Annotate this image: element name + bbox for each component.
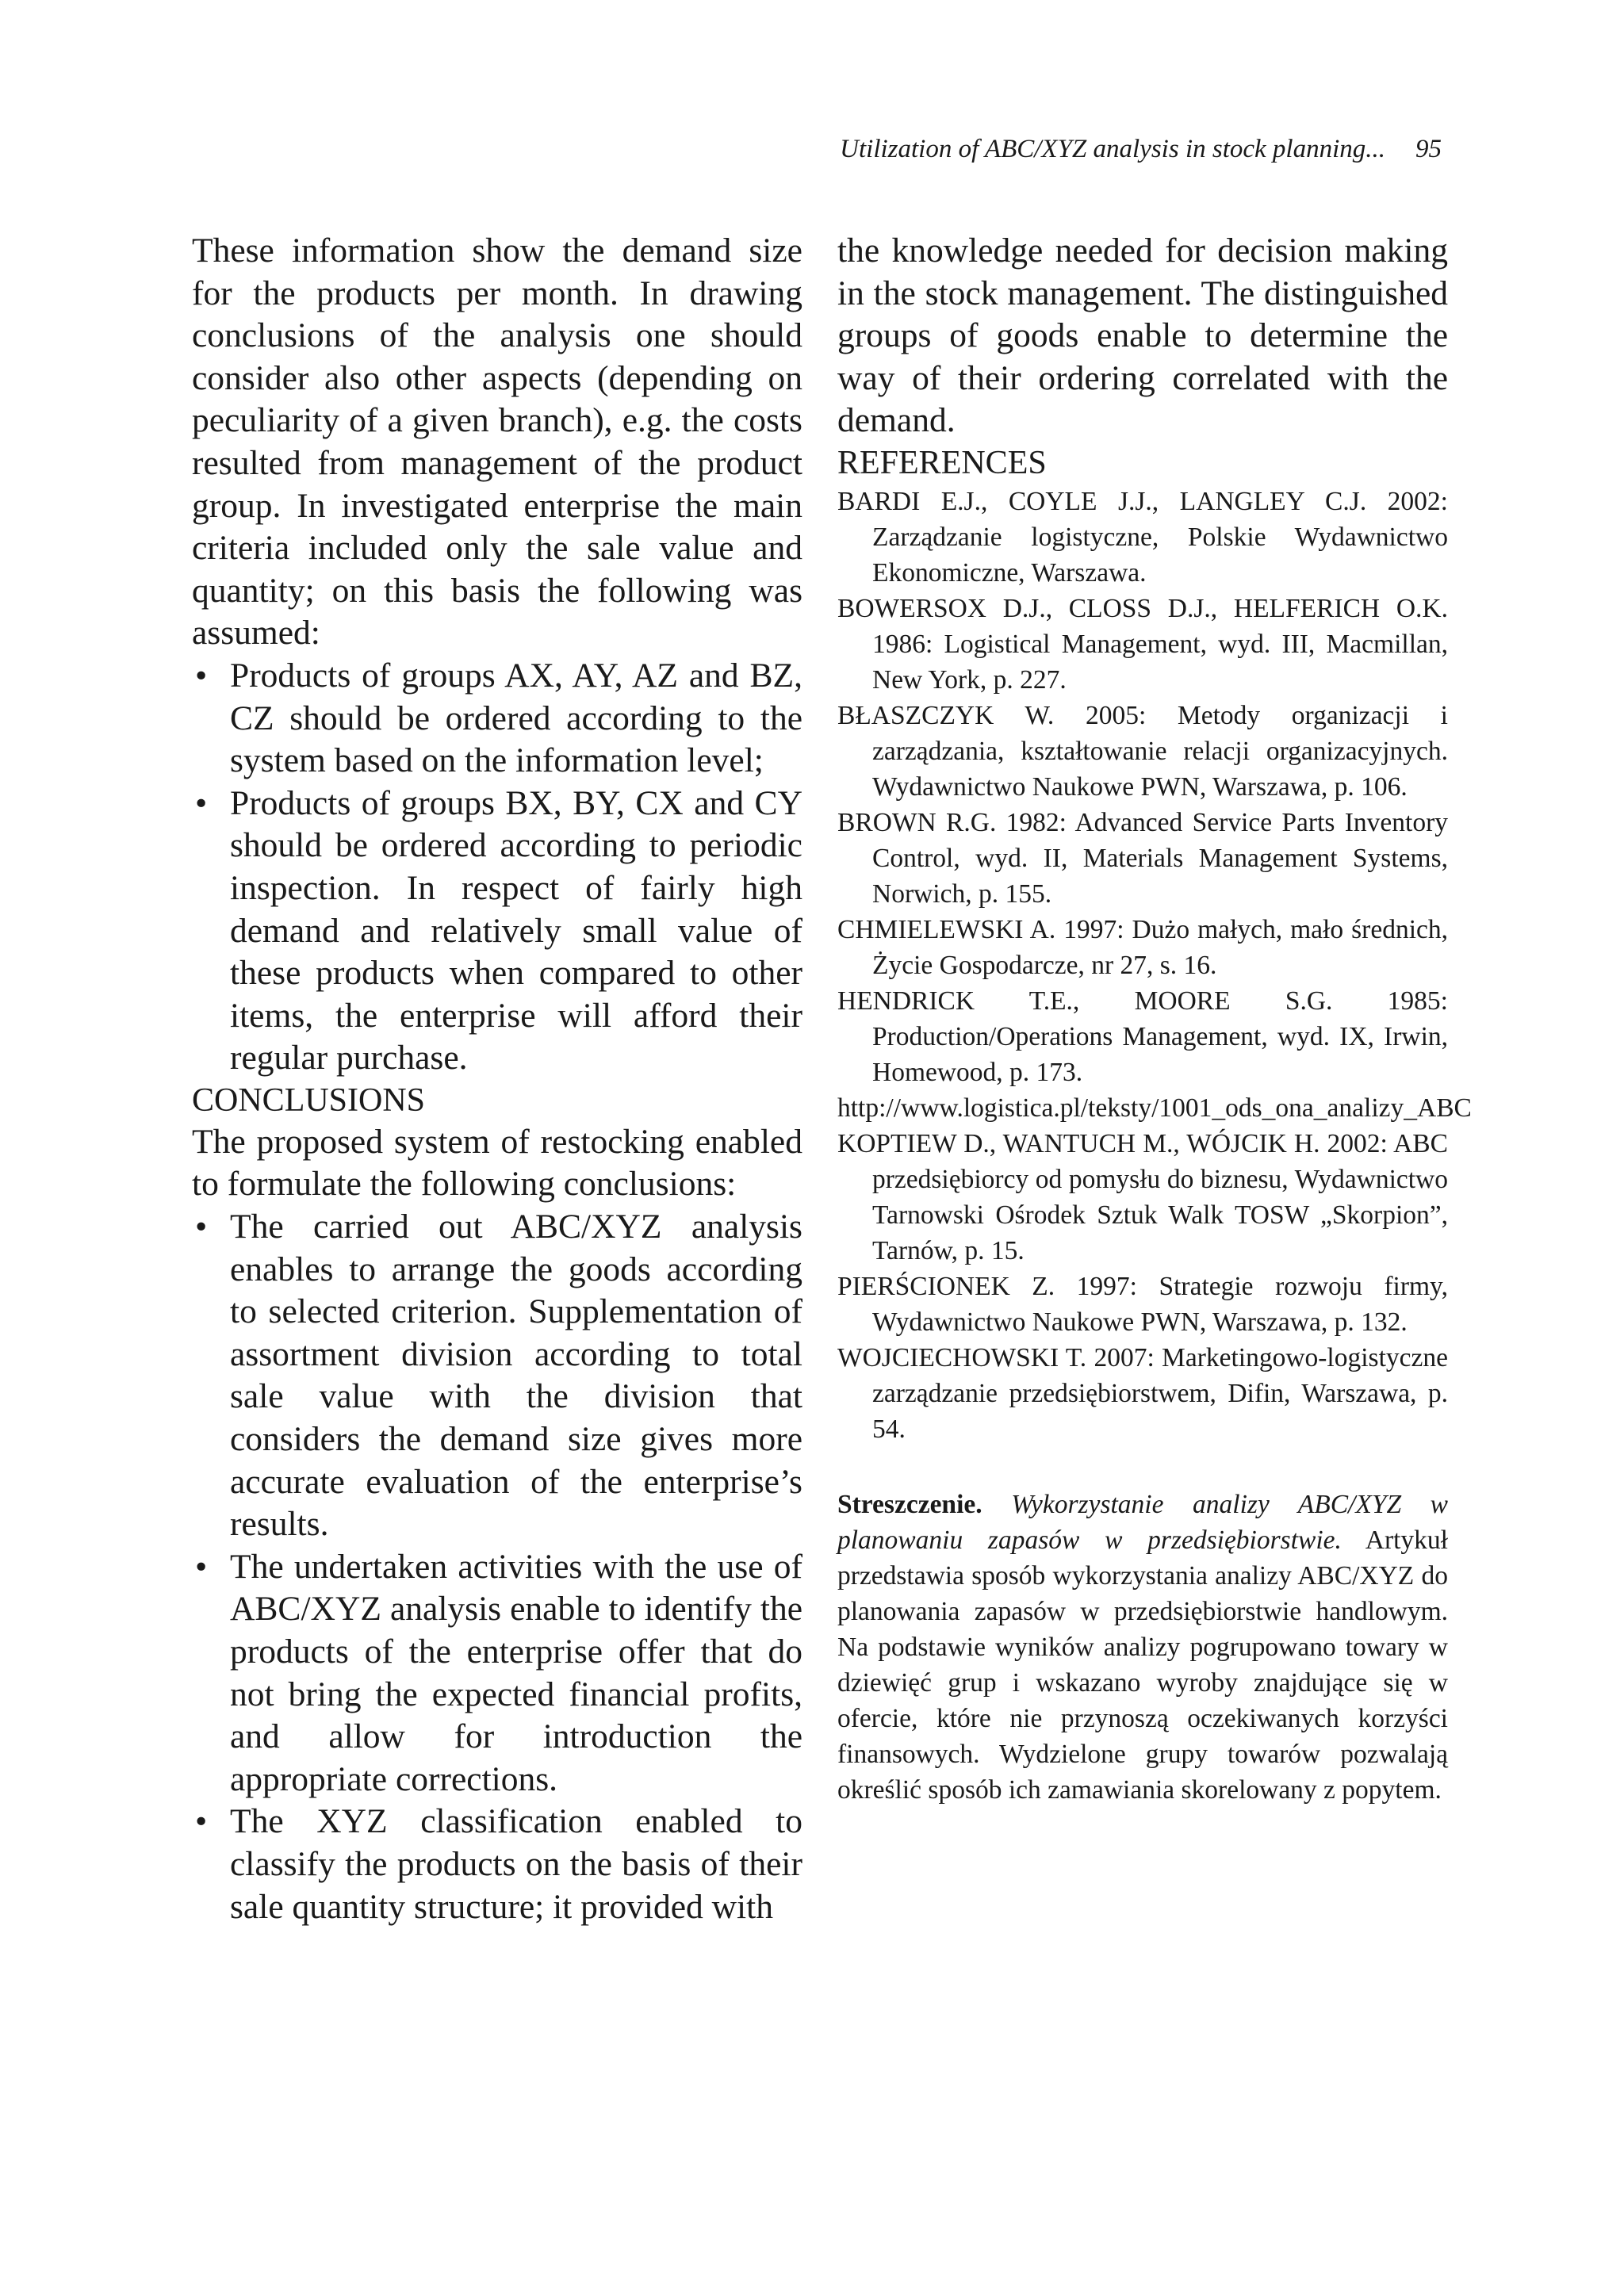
reference-item: BARDI E.J., COYLE J.J., LANGLEY C.J. 2002: Zarządzanie logistyczne, Polskie Wydawnictwo Ekonomiczne, Warszawa. (837, 486, 1448, 588)
bullet-icon: • (195, 1802, 208, 1841)
references-list (837, 484, 1472, 1447)
reference-item: KOPTIEW D., WANTUCH M., WÓJCIK H. 2002: ABC przedsiębiorcy od pomysłu do biznesu, Wydawnictwo Tarnowski Ośrodek Sztuk Walk TOSW „Skorpion”, Tarnów, p. 15. (837, 1128, 1448, 1265)
right-column (837, 230, 1472, 1808)
list-item-text: Products of groups BX, BY, CX and CY should be ordered according to periodic inspection. In respect of fairly high demand and relatively small value of these products when compared to other items, the enterprise will afford their regular purchase. (230, 783, 802, 1078)
intro-paragraph: These information show the demand size for the products per month. In drawing conclusions of the analysis one should consider also other aspects (depending on peculiarity of a given branch), e.g. the costs resulted from management of the product group. In investigated enterprise the main criteria included only the sale value and quantity; on this basis the following was assumed: (192, 232, 802, 653)
conclusions-intro: The proposed system of restocking enabled to formulate the following conclusions: (192, 1122, 802, 1204)
list-item (192, 1206, 802, 1546)
conclusions-list (192, 1206, 802, 1928)
list-item-text: Products of groups AX, AY, AZ and BZ, CZ should be ordered according to the system based on the information level; (230, 656, 802, 780)
list-item (192, 783, 802, 1080)
bullet-icon: • (195, 656, 208, 695)
reference-item: BŁASZCZYK W. 2005: Metody organizacji i zarządzania, kształtowanie relacji organizacyjnych. Wydawnictwo Naukowe PWN, Warszawa, p. 106. (837, 700, 1448, 802)
abstract-text: Artykuł przedstawia sposób wykorzystania analizy ABC/XYZ do planowania zapasów w przedsiębiorstwie handlowym. Na podstawie wyników analizy pogrupowano towary w dziewięć grup i wskazano wyroby znajdujące się w ofercie, które nie przynoszą oczekiwanych korzyści finansowych. Wydzielone grupy towarów pozwalają określić sposób ich zamawiania skorelowany z popytem. (837, 1525, 1448, 1805)
abstract (837, 1487, 1448, 1808)
list-item-text: The carried out ABC/XYZ analysis enables to arrange the goods according to selected criterion. Supplementation of assortment division according to total sale value with the division that considers the demand size gives more accurate evaluation of the enterprise’s results. (230, 1208, 802, 1544)
abstract-label: Streszczenie. (837, 1489, 982, 1519)
reference-item: PIERŚCIONEK Z. 1997: Strategie rozwoju firmy, Wydawnictwo Naukowe PWN, Warszawa, p. 132. (837, 1271, 1448, 1337)
reference-item: CHMIELEWSKI A. 1997: Dużo małych, mało średnich, Życie Gospodarcze, nr 27, s. 16. (837, 914, 1448, 980)
list-item-text: The XYZ classification enabled to classify the products on the basis of their sale quantity structure; it provided with (230, 1802, 802, 1926)
bullet-icon: • (195, 783, 208, 822)
list-item-text: The undertaken activities with the use of ABC/XYZ analysis enable to identify the products of the enterprise offer that do not bring the expected financial profits, and allow for introduction the appropriate corrections. (230, 1547, 802, 1798)
reference-item: http://www.logistica.pl/teksty/1001_ods_ona_analizy_ABC (837, 1093, 1472, 1123)
conclusions-heading: CONCLUSIONS (192, 1081, 426, 1119)
running-title: Utilization of ABC/XYZ analysis in stock planning... (840, 135, 1385, 163)
references-heading: REFERENCES (837, 444, 1047, 481)
list-item (192, 655, 802, 783)
running-head (190, 133, 1442, 165)
abstract-title: Wykorzystanie analizy ABC/XYZ w planowaniu zapasów w przedsiębiorstwie. (837, 1489, 1448, 1555)
left-column (192, 230, 802, 1928)
list-item (192, 1801, 802, 1928)
reference-item: WOJCIECHOWSKI T. 2007: Marketingowo-logistyczne zarządzanie przedsiębiorstwem, Difin, Warszawa, p. 54. (837, 1342, 1448, 1444)
list-item (192, 1546, 802, 1801)
bullet-icon: • (195, 1208, 208, 1246)
page-number: 95 (1415, 135, 1442, 163)
bullet-icon: • (195, 1547, 208, 1586)
reference-item: BOWERSOX D.J., CLOSS D.J., HELFERICH O.K. 1986: Logistical Management, wyd. III, Macmillan, New York, p. 227. (837, 593, 1448, 695)
continuation-paragraph: the knowledge needed for decision making in the stock management. The distinguished groups of goods enable to determine the way of their ordering correlated with the demand. (837, 232, 1448, 440)
assumptions-list (192, 655, 802, 1080)
reference-item: HENDRICK T.E., MOORE S.G. 1985: Production/Operations Management, wyd. IX, Irwin, Homewood, p. 173. (837, 986, 1448, 1087)
reference-item: BROWN R.G. 1982: Advanced Service Parts Inventory Control, wyd. II, Materials Management Systems, Norwich, p. 155. (837, 807, 1448, 909)
